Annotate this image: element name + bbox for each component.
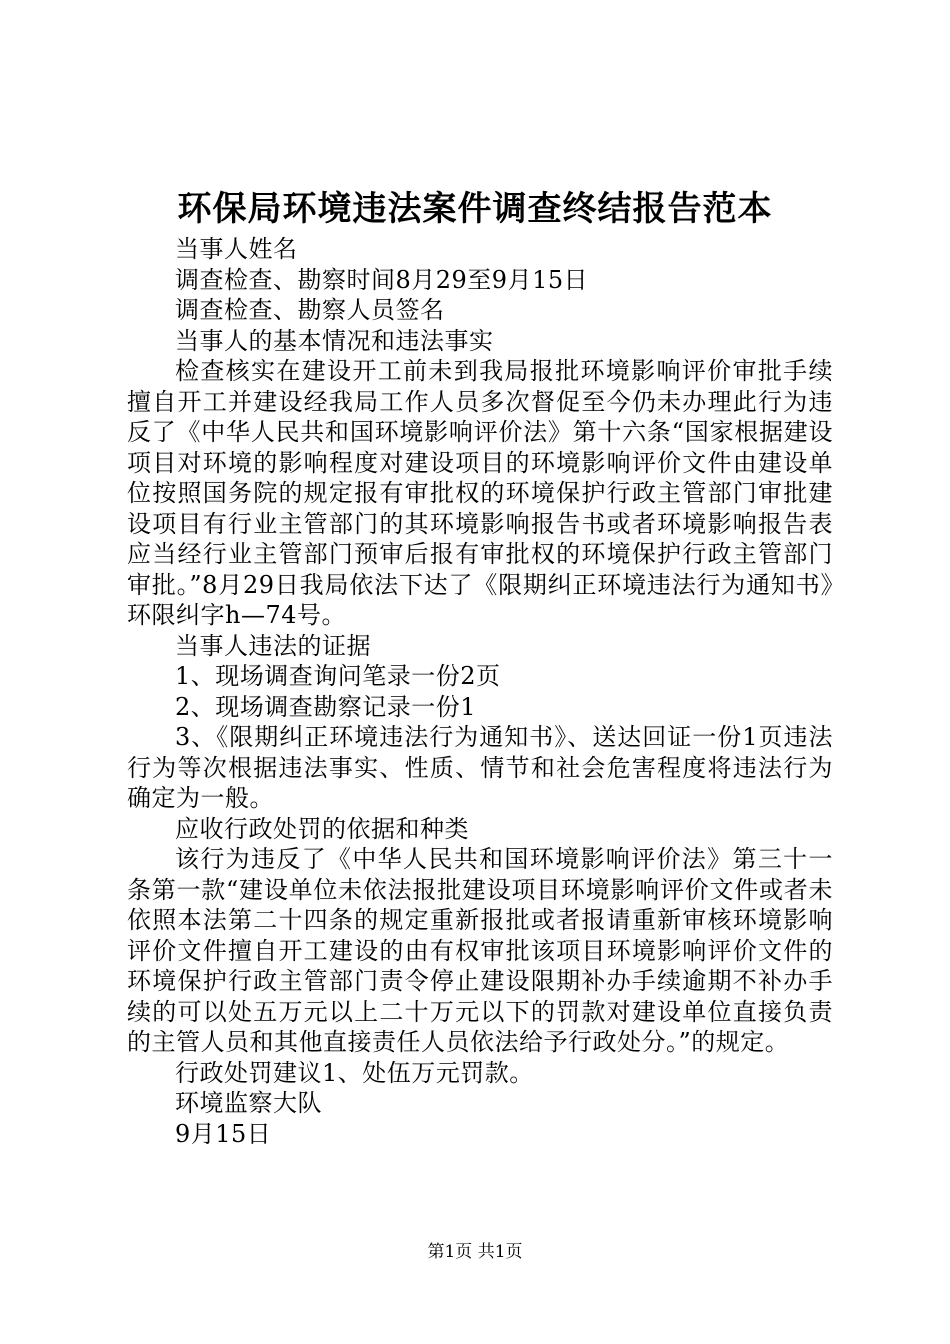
page-footer: 第1页 共1页 bbox=[427, 1242, 523, 1262]
paragraph-evidence-heading: 当事人违法的证据 bbox=[175, 631, 371, 660]
document-body bbox=[127, 234, 833, 1149]
paragraph-penalty-basis-heading: 应收行政处罚的依据和种类 bbox=[175, 814, 469, 843]
paragraph-evidence-1: 1、现场调查询问笔录一份2页 bbox=[175, 662, 501, 690]
paragraph-party-name: 当事人姓名 bbox=[175, 235, 298, 263]
paragraph-evidence-2: 2、现场调查勘察记录一份1 bbox=[175, 692, 477, 721]
paragraph-penalty-basis: 该行为违反了《中华人民共和国环境影响评价法》第三十一条第一款“建设单位未依法报批建设项目环境影响评价文件或者未依照本法第二十四条的规定重新报批或者报请重新审核环境影响评价文件擅自开工建设的由有权审批该项目环境影响评价文件的环境保护行政主管部门责令停止建设限期补办手续逾期不补办手续的可以处五万元以上二十万元以下的罚款对建设单位直接负责的主管人员和其他直接责任人员依法给予行政处分。”的规定。 bbox=[127, 845, 833, 1056]
paragraph-inspection-time: 调查检查、勘察时间8月29至9月15日 bbox=[175, 265, 589, 294]
document-title: 环保局环境违法案件调查终结报告范本 bbox=[177, 189, 773, 229]
paragraph-inspector-signature: 调查检查、勘察人员签名 bbox=[175, 296, 445, 324]
paragraph-date: 9月15日 bbox=[175, 1119, 272, 1148]
paragraph-facts: 检查核实在建设开工前未到我局报批环境影响评价审批手续擅自开工并建设经我局工作人员多次督促至今仍未办理此行为违反了《中华人民共和国环境影响评价法》第十六条“国家根据建设项目对环境的影响程度对建设项目的环境影响评价文件由建设单位按照国务院的规定报有审批权的环境保护行政主管部门审批建设项目有行业主管部门的其环境影响报告书或者环境影响报告表应当经行业主管部门预审后报有审批权的环境保护行政主管部门审批。”8月29日我局依法下达了《限期纠正环境违法行为通知书》环限纠字h—74号。 bbox=[127, 357, 833, 629]
paragraph-evidence-3: 3、《限期纠正环境违法行为通知书》、送达回证一份1页违法行为等次根据违法事实、性质、情节和社会危害程度将违法行为确定为一般。 bbox=[127, 723, 833, 812]
paragraph-issuer: 环境监察大队 bbox=[175, 1089, 322, 1117]
paragraph-facts-heading: 当事人的基本情况和违法事实 bbox=[175, 326, 494, 355]
paragraph-penalty-suggestion: 行政处罚建议1、处伍万元罚款。 bbox=[175, 1058, 534, 1087]
